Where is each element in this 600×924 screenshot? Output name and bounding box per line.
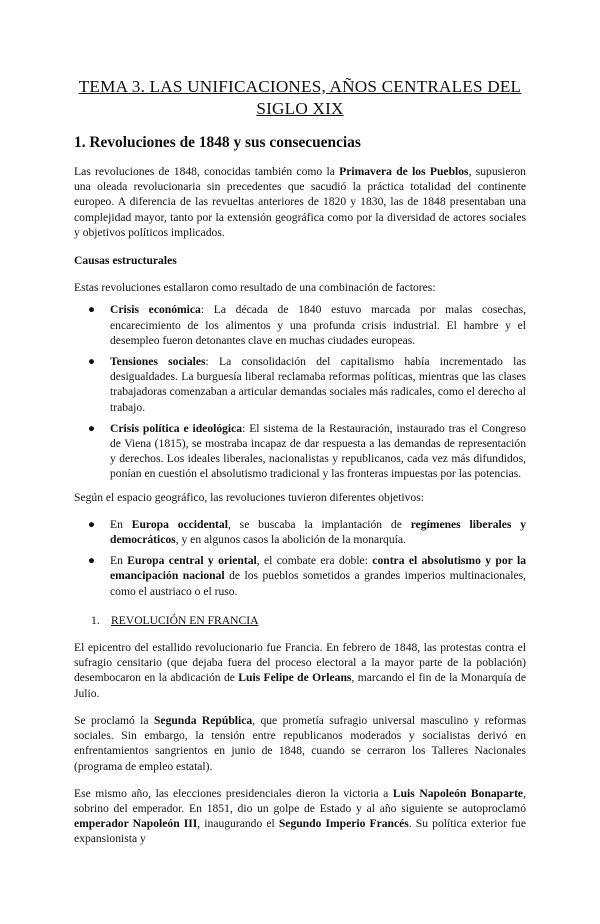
- bold-term: Crisis económica: [110, 303, 201, 317]
- page-title: TEMA 3. LAS UNIFICACIONES, AÑOS CENTRALES DEL SIGLO XIX: [78, 77, 522, 118]
- france-paragraph-1: [74, 640, 526, 701]
- text-run: . Su política exterior fue expansionista y: [74, 817, 526, 846]
- bold-term: Primavera de los Pueblos: [339, 165, 469, 178]
- intro-paragraph: [74, 164, 526, 240]
- bold-term: Segundo Imperio Francés: [278, 817, 409, 831]
- bold-term: Luis Napoleón Bonaparte: [392, 786, 524, 800]
- list-item: [88, 354, 526, 415]
- bullet-icon: ●: [88, 517, 96, 531]
- text-run: Ese mismo año, las elecciones presidenciales dieron la victoria a: [74, 786, 393, 800]
- list-item: [88, 553, 527, 599]
- geo-intro: Según el espacio geográfico, las revoluciones tuvieron diferentes objetivos:: [74, 490, 424, 504]
- heading-text: REVOLUCIÓN EN FRANCIA: [111, 613, 259, 627]
- bold-term: Segunda República: [153, 713, 253, 727]
- list-item: [88, 421, 526, 482]
- bold-term: Luis Felipe de Orleans: [238, 671, 352, 685]
- text-run: , que prometía sufragio universal masculino y reformas sociales. Sin embargo, la tensión entre republicanos moderados y socialistas derivó en enfrentamientos sangrientos en junio de 1848, cuando se cerraron los Talleres Nacionales (programa de empleo estatal).: [74, 713, 526, 773]
- text-run: : La consolidación del capitalismo había incrementado las desigualdades. La burguesía liberal reclamaba reformas políticas, mientras que las clases trabajadoras comenzaban a articular demandas sociales más radicales, como el derecho al trabajo.: [110, 355, 526, 414]
- bullet-icon: ●: [88, 554, 96, 568]
- text-run: , supusieron una oleada revolucionaria sin precedentes que sacudió la práctica totalidad del continente europeo. A diferencia de las revueltas anteriores de 1820 y 1830, las de 1848 presentaban una complejidad mayor, tanto por la extensión geográfica como por la diversidad de actores sociales y objetivos políticos implicados.: [74, 165, 526, 239]
- numbered-heading: [74, 613, 526, 628]
- france-paragraph-2: [74, 713, 526, 774]
- text-run: En: [110, 517, 132, 531]
- document-page: [0, 76, 600, 924]
- text-run: , marcando el fin de la Monarquía de Julio.: [74, 671, 526, 700]
- bold-term: contra el absolutismo y por la emancipación nacional: [110, 554, 526, 583]
- causes-intro: Estas revoluciones estallaron como resultado de una combinación de factores:: [74, 281, 436, 295]
- section-heading: 1. Revoluciones de 1848 y sus consecuencias: [74, 134, 361, 151]
- bold-term: regímenes liberales y democráticos: [110, 517, 527, 547]
- bold-term: Tensiones sociales: [110, 355, 206, 369]
- text-run: El epicentro del estallido revolucionario fue Francia. En febrero de 1848, las protestas contra el sufragio censitario (que dejaba fuera del proceso electoral a la mayor parte de la población) desembocaron en la abdicación de: [74, 641, 526, 685]
- bold-term: Europa central y oriental: [127, 554, 257, 568]
- list-item: [88, 517, 527, 547]
- subheading-causes: Causas estructurales: [74, 254, 177, 268]
- text-run: , el combate era doble:: [256, 554, 373, 568]
- text-run: Se proclamó la: [74, 713, 154, 727]
- bullet-icon: ●: [88, 421, 96, 435]
- text-run: , inaugurando el: [197, 817, 279, 831]
- france-paragraph-3: [74, 786, 526, 847]
- text-run: , sobrino del emperador. En 1851, dio un golpe de Estado y al año siguiente se autoproclamó: [74, 786, 526, 815]
- text-run: Las revoluciones de 1848, conocidas también como la: [74, 165, 340, 178]
- text-run: de los pueblos sometidos a grandes imperios multinacionales, como el austriaco o el ruso.: [110, 569, 527, 598]
- geo-list: [74, 517, 526, 599]
- text-run: , y en algunos casos la abolición de la monarquía.: [175, 533, 406, 547]
- text-run: : El sistema de la Restauración, instaurado tras el Congreso de Viena (1815), se mostraba incapaz de dar respuesta a las demandas de representación y derechos. Los ideales liberales, nacionalistas y republicanos, cada vez más difundidos, ponían en cuestión el absolutismo tradicional y las fronteras impuestas por las potencias.: [110, 421, 526, 481]
- bullet-icon: ●: [88, 355, 96, 369]
- bold-term: emperador Napoleón III: [74, 817, 198, 831]
- text-run: , se buscaba la implantación de: [227, 517, 411, 531]
- bold-term: Crisis política e ideológica: [110, 421, 243, 435]
- heading-number: 1.: [91, 613, 100, 627]
- list-item: [88, 302, 526, 348]
- bullet-icon: ●: [88, 303, 96, 317]
- text-run: : La década de 1840 estuvo marcada por malas cosechas, encarecimiento de los alimentos y una profunda crisis industrial. El hambre y el desempleo fueron detonantes clave en muchas ciudades europeas.: [110, 303, 526, 347]
- bold-term: Europa occidental: [131, 517, 228, 531]
- causes-list: [74, 302, 526, 481]
- text-run: En: [110, 554, 128, 568]
